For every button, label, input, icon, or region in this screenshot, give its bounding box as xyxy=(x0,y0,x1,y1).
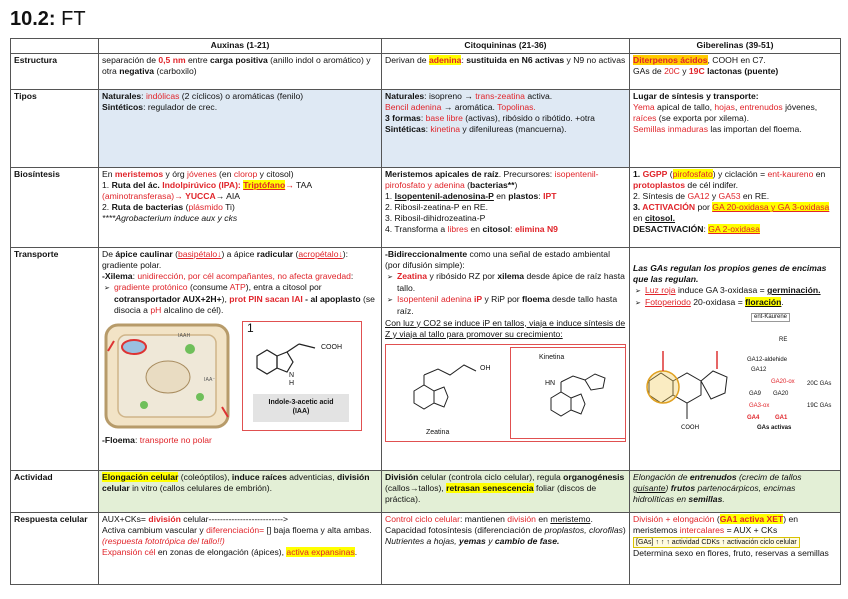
rowhead-respuesta: Respuesta celular xyxy=(11,513,99,585)
cell-actividad-citoquininas: División celular (controla ciclo celular), regula organogénesis (callos→tallos), retrasan senescencia foliar (discos de práctica). xyxy=(382,471,630,513)
svg-text:IAAH: IAAH xyxy=(178,332,191,339)
nh-label: N xyxy=(289,371,295,379)
cell-respuesta-giberelinas: División + elongación (GA1 activa XET) en meristemos intercalares = AUX + CKs [GAs] ↑ ↑ ↑ actividad CDKs ↑ activación ciclo celular Determina sexo en flores, fruto, reservas a semillas xyxy=(630,513,841,585)
header-empty xyxy=(11,39,99,54)
zeatina-structure xyxy=(388,347,506,427)
gibberellin-figure xyxy=(633,311,837,437)
cell-tipos-citoquininas: Naturales: isopreno → trans-zeatina activa. Bencil adenina → aromática. Topolinas. 3 formas: base libre (activas), ribósido o ribótido. +otra Sintéticas: kinetina y difenilureas (mancuerna). xyxy=(382,90,630,168)
row-biosintesis xyxy=(11,168,841,248)
ga-pathway: ent-Kaurene RE GA12-aldehide GA12 GA20-ox GA9 GA20 GA3-ox GA4 GA1 GAs activas 20C GAs 19C GAs xyxy=(747,314,832,432)
svg-text:IAA⁻: IAA⁻ xyxy=(204,376,216,383)
rowhead-tipos: Tipos xyxy=(11,90,99,168)
kinetina-label: Kinetina xyxy=(539,353,565,361)
cell-biosintesis-auxinas: En meristemos y órg jóvenes (en clorop y citosol) 1. Ruta del ác. Indolpirúvico (IPA): Triptófano→ TAA (aminotransferasa)→ YUCCA→ AIA 2. Ruta de bacterias (plásmido Ti) ****Agrobacterium induce aux y cks xyxy=(99,168,382,248)
cell-tipos-auxinas: Naturales: indólicas (2 cíclicos) o aromáticas (fenilo) Sintéticos: regulador de crec. xyxy=(99,90,382,168)
kinetina-hn-label: HN xyxy=(545,379,556,387)
ga-cdk-note: [GAs] ↑ ↑ ↑ actividad CDKs ↑ activación ciclo celular xyxy=(633,537,800,548)
row-estructura xyxy=(11,54,841,90)
cell-actividad-giberelinas: Elongación de entrenudos (crecim de tallos guisante) frutos partenocárpicos, encimas hidrolíticas en semillas. xyxy=(630,471,841,513)
cell-estructura-giberelinas: Diterpenos ácidos, COOH en C7. GAs de 20C y 19C lactonas (puente) xyxy=(630,54,841,90)
iaa-structure-drawing xyxy=(243,322,359,392)
cell-biosintesis-citoquininas: Meristemos apicales de raíz. Precursores: isopentenil-pirofosfato y adenina (bacterias**) 1. Isopentenil-adenosina-P en plastos: IPT 2. Ribosil-zeatina-P en RE. 3. Ribosil-dihidrozeatina-P 4. Transforma a libres en citosol: elimina N9 xyxy=(382,168,630,248)
rowhead-biosintesis: Biosíntesis xyxy=(11,168,99,248)
zeatina-oh-label: OH xyxy=(480,364,491,372)
cell-estructura-citoquininas: Derivan de adenina: sustituida en N6 activas y N9 no activas xyxy=(382,54,630,90)
header-giberelinas: Giberelinas (39-51) xyxy=(630,39,841,54)
svg-text:COOH: COOH xyxy=(681,424,700,432)
cell-respuesta-citoquininas: Control ciclo celular: mantienen división en meristemo. Capacidad fotosíntesis (diferenciación de proplastos, clorofilas) Nutrientes a hojas, yemas y cambio de fase. xyxy=(382,513,630,585)
row-transporte xyxy=(11,248,841,471)
cell-actividad-auxinas: Elongación celular (coleóptilos), induce raíces adventicias, división celular in vitro (callos celulares de embrión). xyxy=(99,471,382,513)
cell-biosintesis-giberelinas: 1. GGPP (pirofosfato) y ciclación = ent-kaureno en protoplastos de cél indifer. 2. Síntesis de GA12 y GA53 en RE. 3. ACTIVACIÓN por GA 20-oxidasa y GA 3-oxidasa en citosol. DESACTIVACIÓN: GA 2-oxidasa xyxy=(630,168,841,248)
row-tipos xyxy=(11,90,841,168)
iaa-structure-box xyxy=(242,321,362,431)
cooh-label: COOH xyxy=(321,343,342,351)
rowhead-transporte: Transporte xyxy=(11,248,99,471)
hormones-table xyxy=(10,38,841,585)
auxin-figure xyxy=(102,321,378,433)
zeatina-label: Zeatina xyxy=(426,428,450,436)
iaa-caption: Indole-3-acetic acid (IAA) xyxy=(253,394,349,422)
cell-respuesta-auxinas: AUX+CKs= división celular--------------------------> Activa cambium vascular y diferenciación= [] baja floema y alta ambas. (respuesta fototrópica del tallo!!) Expansión cél en zonas de elongación (ápices), activa expansinas. xyxy=(99,513,382,585)
cell-transport-illustration xyxy=(104,321,232,431)
cell-estructura-auxinas: separación de 0,5 nm entre carga positiva (anillo indol o aromático) y otra negativa (carboxilo) xyxy=(99,54,382,90)
cytokinin-figure xyxy=(385,344,626,442)
h-label: H xyxy=(289,379,295,387)
kinetina-box xyxy=(510,347,626,439)
kinetina-structure xyxy=(511,348,623,434)
figure-number: 1 xyxy=(247,320,254,335)
row-respuesta xyxy=(11,513,841,585)
header-auxinas: Auxinas (1-21) xyxy=(99,39,382,54)
page-title: 10.2: FT xyxy=(10,8,86,30)
ga-structure-drawing xyxy=(633,311,743,435)
rowhead-estructura: Estructura xyxy=(11,54,99,90)
row-actividad xyxy=(11,471,841,513)
rowhead-actividad: Actividad xyxy=(11,471,99,513)
cell-transporte-auxinas: De ápice caulinar (basipétalo↓) a ápice radicular (acropétalo↓): gradiente polar. -Xilema: unidirección, por cél acompañantes, no afecta gravedad: ➢ gradiente protónico (consume ATP), entra a citosol por cotransportador AUX+2H+), prot PIN sacan IAI - al apoplasto (se disocia a pH alcalino de cél). IAAH IAA⁻ 1 COOH N H Indole-3-acetic acid (IAA) -Floema: transporte no polar xyxy=(99,248,382,471)
header-citoquininas: Citoquininas (21-36) xyxy=(382,39,630,54)
cell-tipos-giberelinas: Lugar de síntesis y transporte: Yema apical de tallo, hojas, entrenudos jóvenes, raíces (se exporta por xilema). Semillas inmaduras las importan del floema. xyxy=(630,90,841,168)
header-row xyxy=(11,39,841,54)
cell-transporte-citoquininas: -Bidireccionalmente como una señal de estado ambiental (por difusión simple): ➢ Zeatina y ribósido RZ por xilema desde ápice de raíz hasta tallo. ➢ Isopentenil adenina iP y RiP por floema desde tallo hasta raíz. Con luz y CO2 se induce iP en tallos, viaja e induce síntesis de Z y viaja al tallo para promover su crecimiento: OH Zeatina Kinetina HN xyxy=(382,248,630,471)
cell-transporte-giberelinas: Las GAs regulan los propios genes de encimas que las regulan. ➢ Luz roja induce GA 3-oxidasa = germinación. ➢ Fotoperiodo 20-oxidasa = floración. COOH ent-Kaurene RE GA12-aldehide GA12 GA20-ox GA9 GA20 GA3-ox GA4 GA1 GAs activas 20C GAs 19C GAs xyxy=(630,248,841,471)
